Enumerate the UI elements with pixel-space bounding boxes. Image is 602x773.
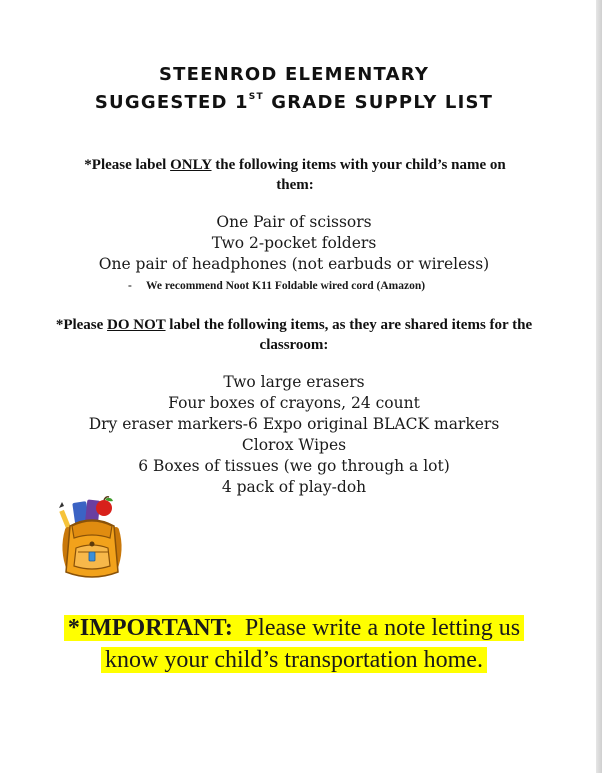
apple (96, 500, 112, 516)
backpack-icon (56, 496, 128, 582)
list-item: Four boxes of crayons, 24 count (168, 394, 420, 412)
list-item: 4 pack of play-doh (221, 478, 367, 496)
title-part-2: GRADE SUPPLY LIST (263, 92, 494, 113)
label-only-note-emphasis: ONLY (170, 157, 212, 173)
list-item: Two 2-pocket folders (211, 234, 377, 252)
list-item: One Pair of scissors (216, 213, 372, 231)
title-superscript: ST (248, 92, 264, 102)
important-text-2: know your child’s transportation home. (105, 647, 483, 673)
page-title (0, 90, 588, 116)
list-item: 6 Boxes of tissues (we go through a lot) (138, 457, 450, 475)
label-only-note (70, 155, 520, 195)
school-name: STEENROD ELEMENTARY (158, 64, 430, 85)
title-part-1: SUGGESTED 1 (94, 92, 249, 113)
labeled-items-list (0, 212, 588, 275)
shared-items-list (0, 372, 588, 498)
do-not-label-note-post: label the following items, as they are shared items for the classroom: (165, 317, 533, 353)
backpack-flap (72, 521, 112, 538)
do-not-label-note-emphasis: DO NOT (107, 317, 166, 333)
pencil-tip (59, 502, 64, 508)
do-not-label-note (55, 315, 533, 355)
sub-bullet-text: We recommend Noot K11 Foldable wired cord (Amazon) (146, 280, 426, 292)
important-highlight-2 (101, 647, 487, 673)
list-item: One pair of headphones (not earbuds or wireless) (98, 255, 490, 273)
important-label: *IMPORTANT: (67, 615, 233, 641)
label-only-note-post: the following items with your child’s name on them: (211, 157, 506, 193)
important-highlight-1 (64, 615, 524, 641)
buckle (89, 552, 95, 561)
list-item: Two large erasers (223, 373, 365, 391)
important-notice-line-2 (0, 644, 588, 677)
do-not-label-note-pre: *Please (55, 317, 108, 333)
sub-bullet-dash: - (128, 280, 132, 292)
important-notice-line-1 (0, 612, 588, 645)
list-item: Clorox Wipes (241, 436, 347, 454)
important-text-1: Please write a note letting us (244, 615, 521, 641)
page-edge (596, 0, 602, 773)
label-only-note-pre: *Please label (84, 157, 171, 173)
headphone-recommendation (128, 279, 425, 293)
zipper-pull (90, 542, 95, 547)
list-item: Dry eraser markers-6 Expo original BLACK markers (88, 415, 500, 433)
